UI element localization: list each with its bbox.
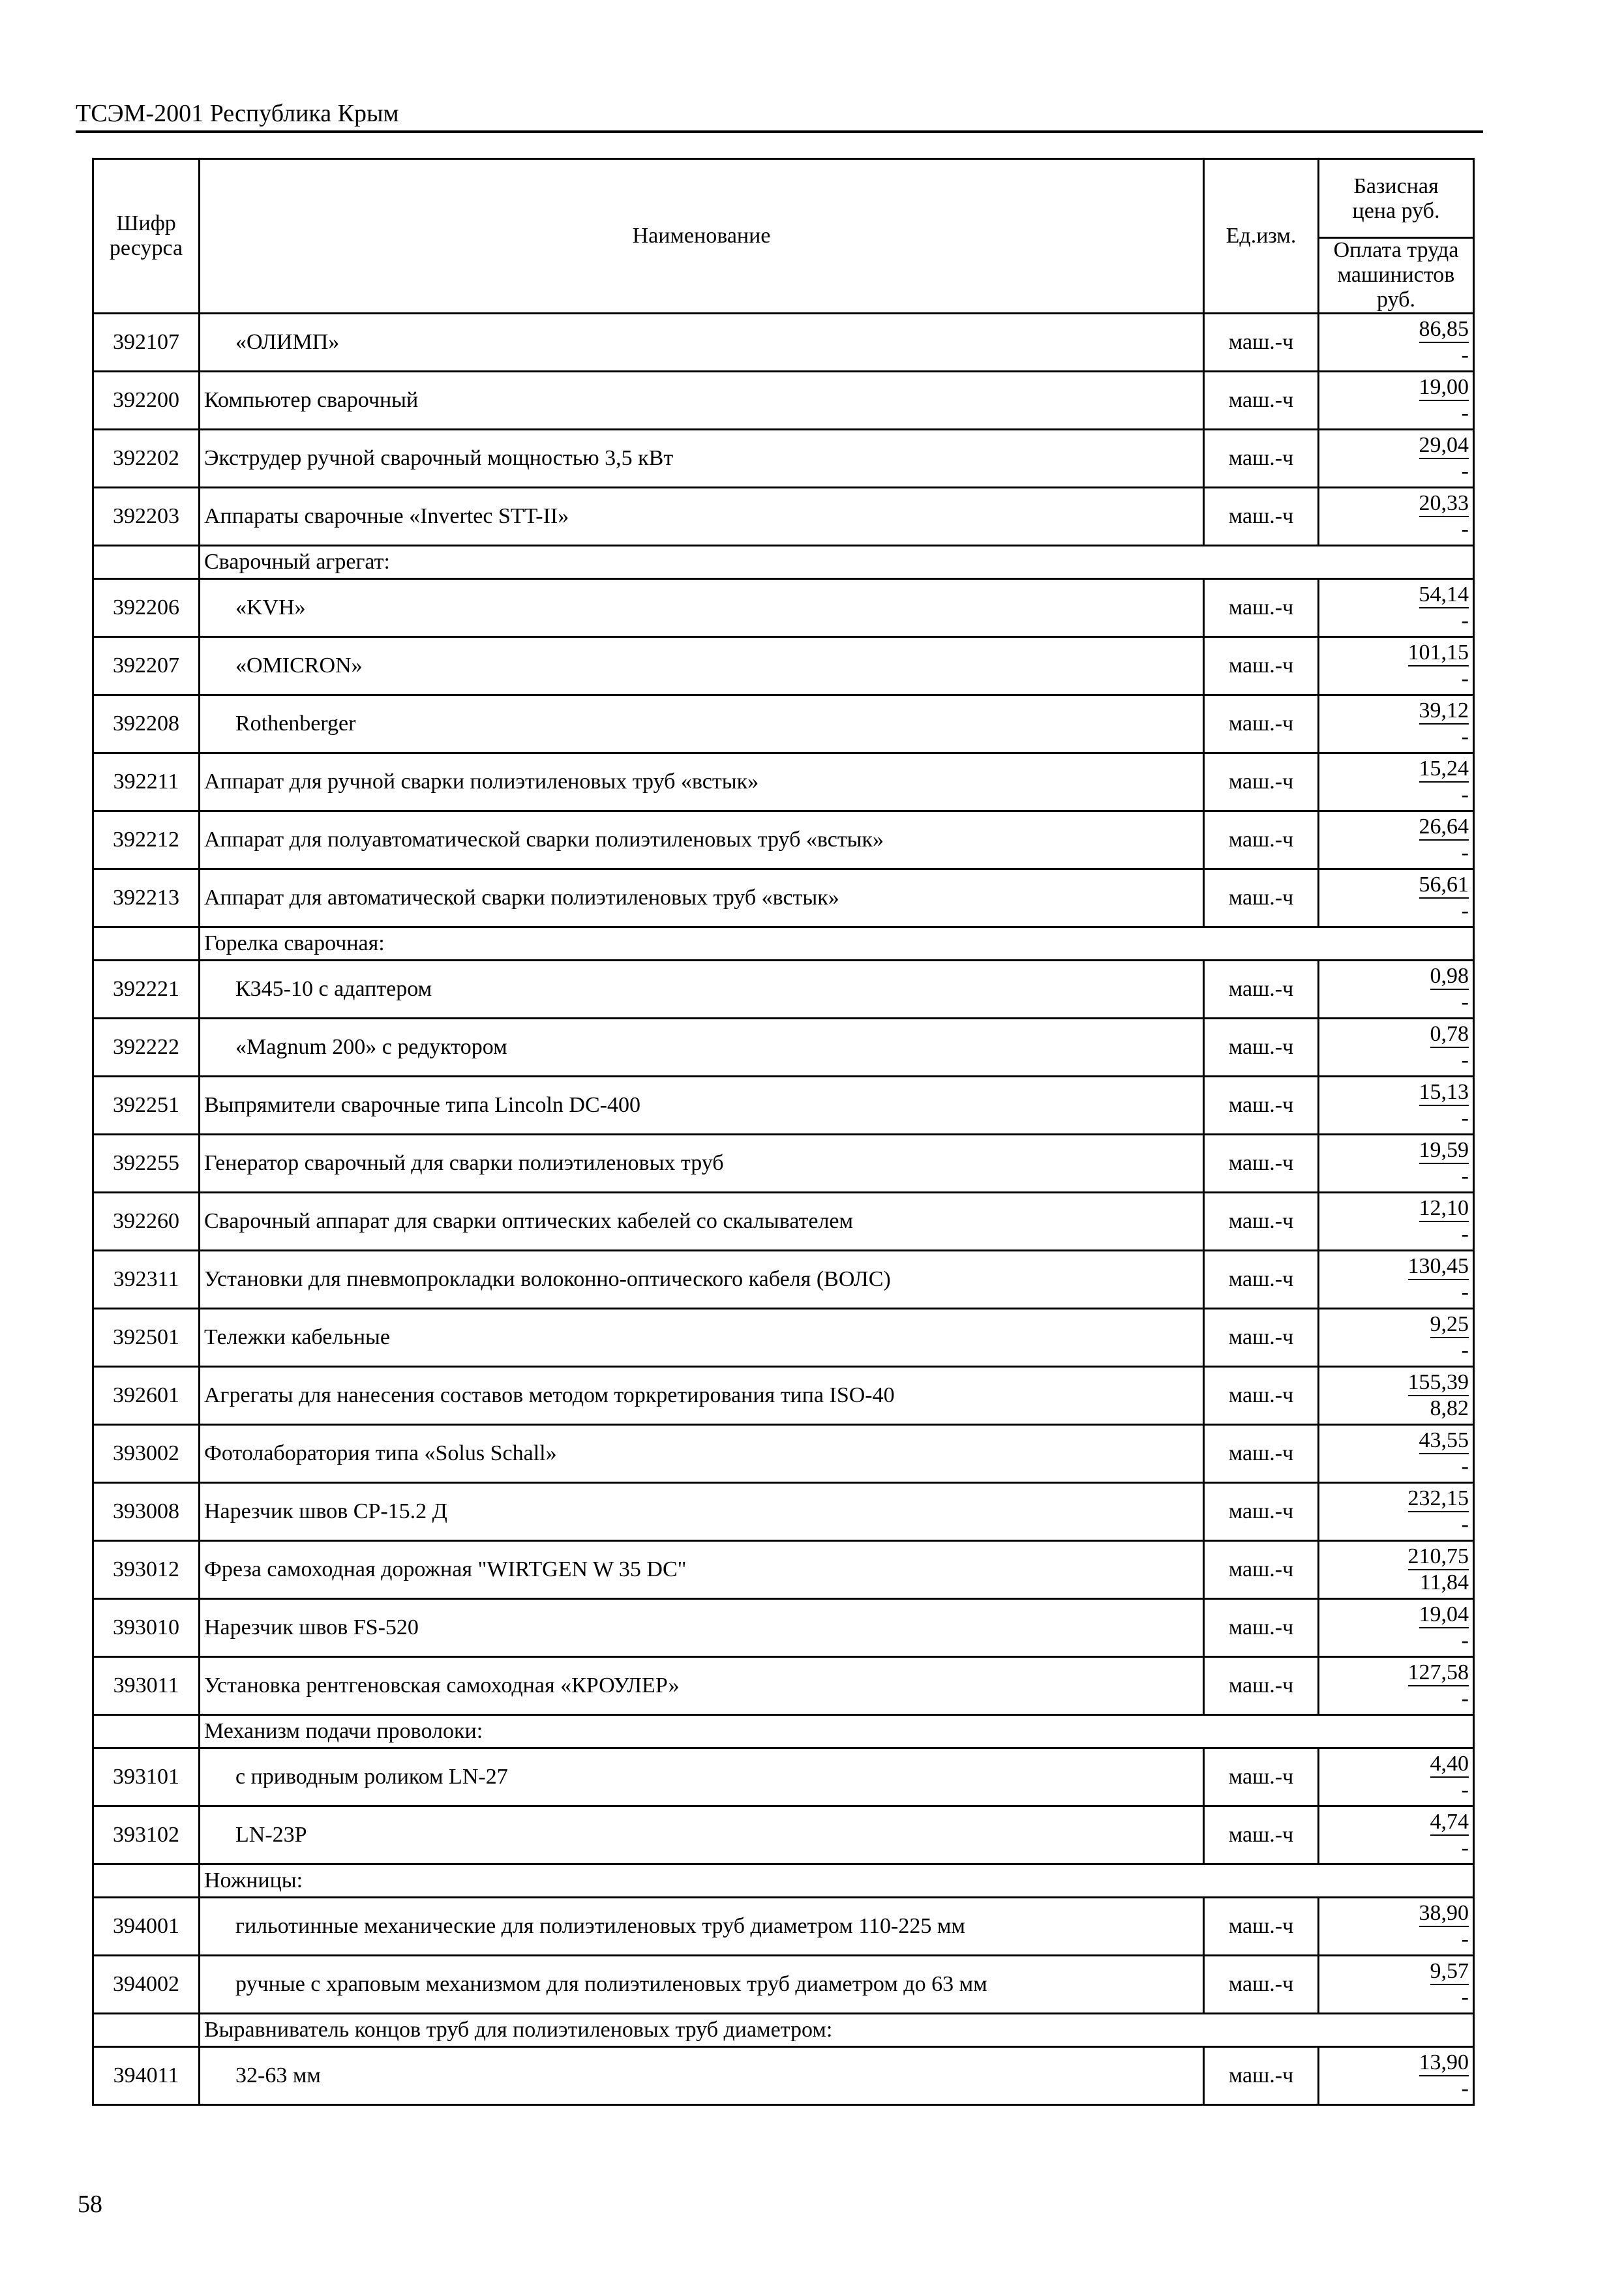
resource-code: 392213 (93, 869, 200, 927)
header-labor-cost: Оплата труда машинистов руб. (1319, 237, 1473, 312)
group-row (93, 2014, 1474, 2047)
price-cell (1319, 637, 1474, 695)
group-title: Выравниватель концов труб для полиэтиленовых труб диаметром: (200, 2014, 1474, 2047)
base-price: 15,13 (1419, 1080, 1469, 1106)
resource-unit: маш.-ч (1204, 579, 1319, 637)
labor-cost: - (1461, 343, 1469, 367)
resource-unit: маш.-ч (1204, 1599, 1319, 1657)
resource-unit: маш.-ч (1204, 1135, 1319, 1193)
group-code-cell (93, 546, 200, 579)
price-cell (1319, 1657, 1474, 1715)
base-price: 13,90 (1419, 2050, 1469, 2076)
resource-name: Аппарат для автоматической сварки полиэтиленовых труб «встык» (200, 869, 1204, 927)
price-cell (1319, 1898, 1474, 1956)
labor-cost: - (1461, 1985, 1469, 2009)
resource-unit: маш.-ч (1204, 1806, 1319, 1864)
resource-table (92, 158, 1475, 2106)
header-code: Шифр ресурса (93, 159, 200, 314)
group-title: Ножницы: (200, 1864, 1474, 1898)
base-price: 4,74 (1430, 1810, 1469, 1836)
resource-name: «Magnum 200» с редуктором (200, 1019, 1204, 1077)
labor-cost: - (1461, 1628, 1469, 1653)
labor-cost: - (1461, 841, 1469, 865)
resource-name: Сварочный аппарат для сварки оптических кабелей со скалывателем (200, 1193, 1204, 1251)
table-row (93, 372, 1474, 430)
resource-code: 392311 (93, 1251, 200, 1309)
resource-code: 392260 (93, 1193, 200, 1251)
table-row (93, 1367, 1474, 1425)
price-cell (1319, 1077, 1474, 1135)
resource-code: 392601 (93, 1367, 200, 1425)
labor-cost: 8,82 (1430, 1396, 1469, 1420)
page-title: ТСЭМ-2001 Республика Крым (76, 100, 399, 127)
page-number: 58 (78, 2191, 102, 2218)
resource-code: 394002 (93, 1956, 200, 2014)
table-row (93, 579, 1474, 637)
group-title: Горелка сварочная: (200, 927, 1474, 961)
table-row (93, 1309, 1474, 1367)
base-price: 155,39 (1408, 1370, 1469, 1396)
table-row (93, 314, 1474, 372)
price-cell (1319, 372, 1474, 430)
resource-unit: маш.-ч (1204, 1657, 1319, 1715)
table-row (93, 753, 1474, 811)
resource-unit: маш.-ч (1204, 488, 1319, 546)
resource-unit: маш.-ч (1204, 811, 1319, 869)
resource-unit: маш.-ч (1204, 1367, 1319, 1425)
price-cell (1319, 1599, 1474, 1657)
resource-unit: маш.-ч (1204, 637, 1319, 695)
table-row (93, 1193, 1474, 1251)
price-cell (1319, 430, 1474, 488)
price-cell (1319, 1367, 1474, 1425)
resource-code: 393011 (93, 1657, 200, 1715)
group-code-cell (93, 1715, 200, 1748)
header-price (1319, 159, 1474, 314)
labor-cost: - (1461, 725, 1469, 749)
base-price: 4,40 (1430, 1752, 1469, 1778)
table-row (93, 637, 1474, 695)
base-price: 20,33 (1419, 491, 1469, 517)
resource-unit: маш.-ч (1204, 1956, 1319, 2014)
resource-unit: маш.-ч (1204, 1898, 1319, 1956)
labor-cost: - (1461, 608, 1469, 633)
resource-name: «KVH» (200, 579, 1204, 637)
base-price: 9,25 (1430, 1312, 1469, 1338)
price-cell (1319, 1135, 1474, 1193)
resource-code: 392211 (93, 753, 200, 811)
table-row (93, 695, 1474, 753)
resource-name: Установка рентгеновская самоходная «КРОУЛЕР» (200, 1657, 1204, 1715)
resource-unit: маш.-ч (1204, 314, 1319, 372)
resource-name: Аппарат для полуавтоматической сварки полиэтиленовых труб «встык» (200, 811, 1204, 869)
resource-code: 392107 (93, 314, 200, 372)
group-code-cell (93, 2014, 200, 2047)
resource-unit: маш.-ч (1204, 1425, 1319, 1483)
group-code-cell (93, 1864, 200, 1898)
price-cell (1319, 1309, 1474, 1367)
resource-code: 393002 (93, 1425, 200, 1483)
resource-name: Компьютер сварочный (200, 372, 1204, 430)
group-row (93, 927, 1474, 961)
resource-code: 392501 (93, 1309, 200, 1367)
base-price: 0,78 (1430, 1022, 1469, 1048)
resource-code: 392212 (93, 811, 200, 869)
price-cell (1319, 488, 1474, 546)
labor-cost: - (1461, 1778, 1469, 1802)
labor-cost: - (1461, 1338, 1469, 1362)
header-name: Наименование (200, 159, 1204, 314)
base-price: 232,15 (1408, 1486, 1469, 1512)
base-price: 12,10 (1419, 1196, 1469, 1222)
resource-name: гильотинные механические для полиэтиленовых труб диаметром 110-225 мм (200, 1898, 1204, 1956)
resource-name: Нарезчик швов FS-520 (200, 1599, 1204, 1657)
labor-cost: - (1461, 1686, 1469, 1711)
resource-code: 393008 (93, 1483, 200, 1541)
resource-name: К345-10 с адаптером (200, 961, 1204, 1019)
resource-name: Выпрямители сварочные типа Lincoln DC-400 (200, 1077, 1204, 1135)
price-cell (1319, 1425, 1474, 1483)
table-row (93, 1898, 1474, 1956)
price-cell (1319, 1251, 1474, 1309)
base-price: 101,15 (1408, 640, 1469, 666)
header-unit: Ед.изм. (1204, 159, 1319, 314)
base-price: 19,00 (1419, 375, 1469, 401)
resource-name: Нарезчик швов CP-15.2 Д (200, 1483, 1204, 1541)
resource-unit: маш.-ч (1204, 695, 1319, 753)
resource-name: Тележки кабельные (200, 1309, 1204, 1367)
table-row (93, 1077, 1474, 1135)
labor-cost: - (1461, 401, 1469, 425)
group-title: Сварочный агрегат: (200, 546, 1474, 579)
resource-name: Аппарат для ручной сварки полиэтиленовых труб «встык» (200, 753, 1204, 811)
group-title: Механизм подачи проволоки: (200, 1715, 1474, 1748)
price-cell (1319, 1483, 1474, 1541)
resource-name: «OMICRON» (200, 637, 1204, 695)
base-price: 86,85 (1419, 317, 1469, 343)
base-price: 43,55 (1419, 1428, 1469, 1454)
table-row (93, 1657, 1474, 1715)
table-row (93, 961, 1474, 1019)
resource-code: 392222 (93, 1019, 200, 1077)
header-base-price: Базисная цена руб. (1352, 173, 1440, 223)
table-row (93, 1806, 1474, 1864)
table-row (93, 2047, 1474, 2105)
resource-code: 393101 (93, 1748, 200, 1806)
price-cell (1319, 753, 1474, 811)
resource-unit: маш.-ч (1204, 1193, 1319, 1251)
resource-unit: маш.-ч (1204, 961, 1319, 1019)
labor-cost: 11,84 (1419, 1570, 1469, 1594)
labor-cost: - (1461, 899, 1469, 923)
labor-cost: - (1461, 1048, 1469, 1072)
labor-cost: - (1461, 1512, 1469, 1536)
price-cell (1319, 1806, 1474, 1864)
base-price: 127,58 (1408, 1660, 1469, 1686)
table-row (93, 1599, 1474, 1657)
table-row (93, 869, 1474, 927)
resource-code: 392200 (93, 372, 200, 430)
labor-cost: - (1461, 783, 1469, 807)
resource-name: Экструдер ручной сварочный мощностью 3,5 кВт (200, 430, 1204, 488)
base-price: 56,61 (1419, 873, 1469, 899)
resource-unit: маш.-ч (1204, 1019, 1319, 1077)
resource-unit: маш.-ч (1204, 1309, 1319, 1367)
group-row (93, 1715, 1474, 1748)
resource-name: Генератор сварочный для сварки полиэтиленовых труб (200, 1135, 1204, 1193)
resource-code: 393010 (93, 1599, 200, 1657)
base-price: 38,90 (1419, 1901, 1469, 1927)
price-cell (1319, 961, 1474, 1019)
base-price: 0,98 (1430, 964, 1469, 990)
labor-cost: - (1461, 666, 1469, 691)
table-row (93, 1019, 1474, 1077)
base-price: 130,45 (1408, 1254, 1469, 1280)
resource-code: 393102 (93, 1806, 200, 1864)
price-cell (1319, 1748, 1474, 1806)
resource-code: 392255 (93, 1135, 200, 1193)
resource-name: ручные с храповым механизмом для полиэтиленовых труб диаметром до 63 мм (200, 1956, 1204, 2014)
resource-code: 392208 (93, 695, 200, 753)
resource-name: с приводным роликом LN-27 (200, 1748, 1204, 1806)
group-row (93, 546, 1474, 579)
resource-name: Rothenberger (200, 695, 1204, 753)
base-price: 19,59 (1419, 1138, 1469, 1164)
group-row (93, 1864, 1474, 1898)
resource-code: 394011 (93, 2047, 200, 2105)
resource-code: 392251 (93, 1077, 200, 1135)
resource-name: Аппараты сварочные «Invertec STT-II» (200, 488, 1204, 546)
table-row (93, 1541, 1474, 1599)
resource-name: «ОЛИМП» (200, 314, 1204, 372)
table-header-row (93, 159, 1474, 314)
labor-cost: - (1461, 517, 1469, 541)
labor-cost: - (1461, 1106, 1469, 1130)
resource-unit: маш.-ч (1204, 753, 1319, 811)
price-cell (1319, 2047, 1474, 2105)
table-row (93, 811, 1474, 869)
resource-unit: маш.-ч (1204, 869, 1319, 927)
labor-cost: - (1461, 1454, 1469, 1478)
labor-cost: - (1461, 1280, 1469, 1304)
table-row (93, 1251, 1474, 1309)
price-cell (1319, 1019, 1474, 1077)
labor-cost: - (1461, 2076, 1469, 2101)
table-row (93, 1425, 1474, 1483)
resource-unit: маш.-ч (1204, 1077, 1319, 1135)
base-price: 15,24 (1419, 756, 1469, 783)
resource-code: 392221 (93, 961, 200, 1019)
table-row (93, 1135, 1474, 1193)
resource-name: Фреза самоходная дорожная "WIRTGEN W 35 DC" (200, 1541, 1204, 1599)
table-row (93, 1748, 1474, 1806)
table-row (93, 488, 1474, 546)
page-header (76, 98, 1483, 133)
resource-unit: маш.-ч (1204, 1748, 1319, 1806)
base-price: 54,14 (1419, 582, 1469, 608)
labor-cost: - (1461, 1836, 1469, 1860)
price-cell (1319, 695, 1474, 753)
resource-name: Агрегаты для нанесения составов методом торкретирования типа ISO-40 (200, 1367, 1204, 1425)
table-row (93, 1483, 1474, 1541)
price-cell (1319, 811, 1474, 869)
resource-unit: маш.-ч (1204, 1541, 1319, 1599)
labor-cost: - (1461, 990, 1469, 1014)
labor-cost: - (1461, 459, 1469, 483)
resource-unit: маш.-ч (1204, 1251, 1319, 1309)
base-price: 19,04 (1419, 1602, 1469, 1628)
resource-unit: маш.-ч (1204, 430, 1319, 488)
labor-cost: - (1461, 1164, 1469, 1188)
resource-name: LN-23P (200, 1806, 1204, 1864)
labor-cost: - (1461, 1222, 1469, 1246)
base-price: 26,64 (1419, 815, 1469, 841)
base-price: 29,04 (1419, 433, 1469, 459)
resource-unit: маш.-ч (1204, 1483, 1319, 1541)
price-cell (1319, 1956, 1474, 2014)
price-cell (1319, 1193, 1474, 1251)
table-row (93, 430, 1474, 488)
price-cell (1319, 869, 1474, 927)
resource-name: Фотолаборатория типа «Solus Schall» (200, 1425, 1204, 1483)
resource-unit: маш.-ч (1204, 2047, 1319, 2105)
resource-code: 394001 (93, 1898, 200, 1956)
resource-code: 393012 (93, 1541, 200, 1599)
labor-cost: - (1461, 1927, 1469, 1951)
resource-name: Установки для пневмопрокладки волоконно-оптического кабеля (ВОЛС) (200, 1251, 1204, 1309)
base-price: 210,75 (1408, 1544, 1469, 1570)
base-price: 39,12 (1419, 698, 1469, 725)
price-cell (1319, 314, 1474, 372)
table-row (93, 1956, 1474, 2014)
resource-code: 392203 (93, 488, 200, 546)
group-code-cell (93, 927, 200, 961)
resource-name: 32-63 мм (200, 2047, 1204, 2105)
resource-code: 392207 (93, 637, 200, 695)
resource-unit: маш.-ч (1204, 372, 1319, 430)
base-price: 9,57 (1430, 1959, 1469, 1985)
resource-code: 392206 (93, 579, 200, 637)
resource-code: 392202 (93, 430, 200, 488)
price-cell (1319, 579, 1474, 637)
price-cell (1319, 1541, 1474, 1599)
